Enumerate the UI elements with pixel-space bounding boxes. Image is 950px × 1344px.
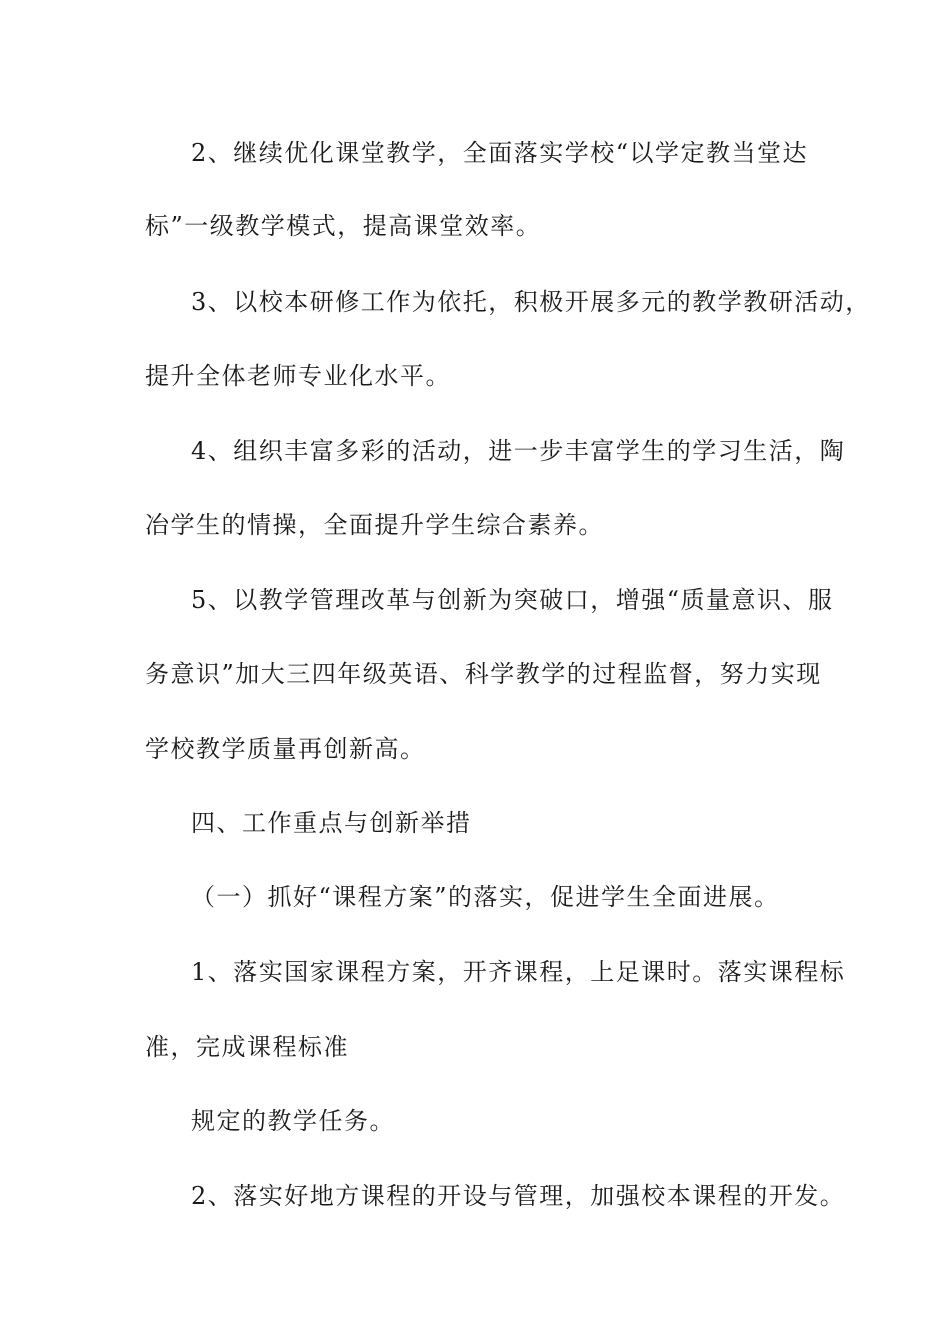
paragraph-4-line-1: 4、组织丰富多彩的活动，进一步丰富学生的学习生活，陶 (191, 437, 846, 465)
paragraph-5-line-3: 学校教学质量再创新高。 (145, 735, 426, 763)
paragraph-5-line-1: 5、以教学管理改革与创新为突破口，增强“质量意识、服 (191, 586, 834, 614)
item-1-line-3: 规定的教学任务。 (191, 1107, 395, 1135)
subsection-heading: （一）抓好“课程方案”的落实，促进学生全面进展。 (191, 883, 780, 911)
paragraph-3-line-2: 提升全体老师专业化水平。 (145, 362, 451, 390)
paragraph-5-line-2: 务意识”加大三四年级英语、科学教学的过程监督，努力实现 (145, 660, 822, 688)
paragraph-2-line-2: 标”一级教学模式，提高课堂效率。 (145, 212, 542, 240)
paragraph-3-line-1: 3、以校本研修工作为依托，积极开展多元的教学教研活动， (191, 288, 871, 316)
item-1-line-2: 准，完成课程标准 (145, 1033, 349, 1061)
item-1-line-1: 1、落实国家课程方案，开齐课程，上足课时。落实课程标 (191, 958, 846, 986)
item-2-line-1: 2、落实好地方课程的开设与管理，加强校本课程的开发。 (191, 1182, 846, 1210)
paragraph-2-line-1: 2、继续优化课堂教学，全面落实学校“以学定教当堂达 (191, 139, 809, 167)
paragraph-4-line-2: 冶学生的情操，全面提升学生综合素养。 (145, 511, 604, 539)
section-heading: 四、工作重点与创新举措 (191, 809, 472, 837)
